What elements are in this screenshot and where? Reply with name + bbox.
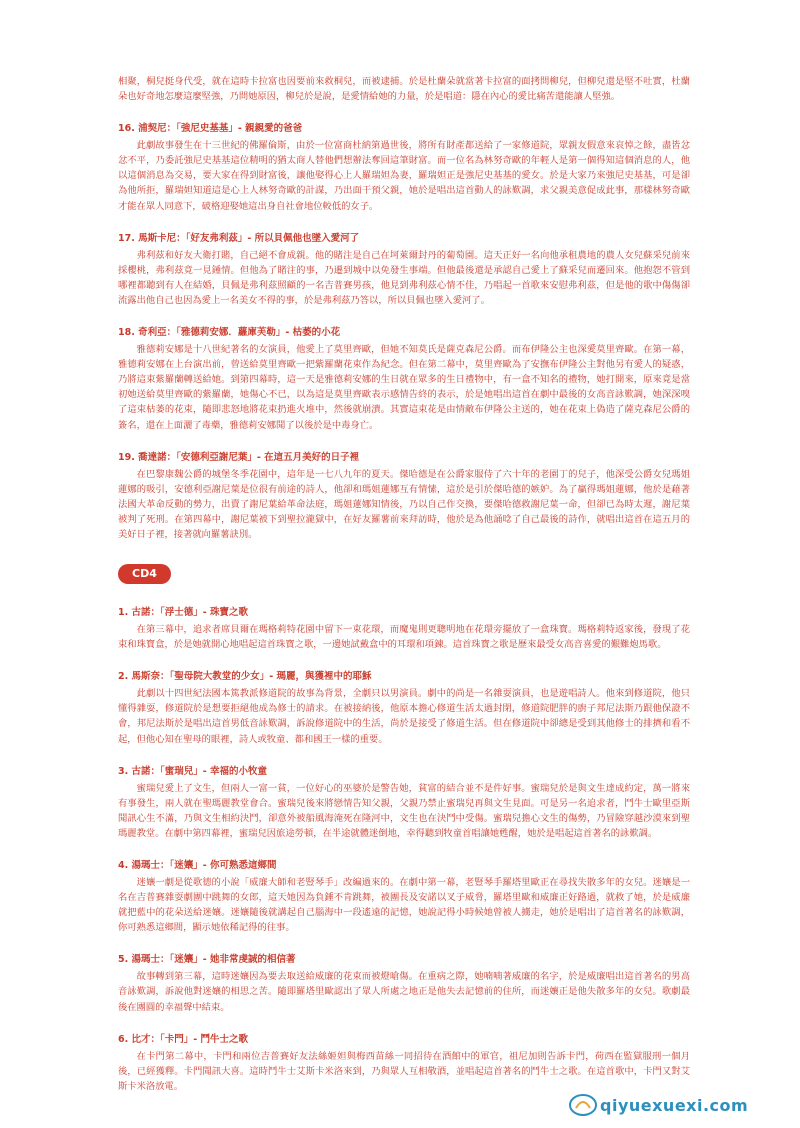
track-title: 16. 浦契尼：「強尼史基基」- 親親愛的爸爸 (118, 123, 303, 135)
list-item (118, 669, 690, 746)
cd4-section (118, 542, 690, 1094)
cd4-badge: CD4 (118, 564, 171, 584)
track-title: 1. 古諾：「浮士德」- 珠寶之歌 (118, 607, 249, 619)
track-description: 在巴黎康魏公爵的城堡冬季花園中，這年是一七八九年的夏天。傑哈德是在公爵家服侍了六十年的老園丁的兒子，他深受公爵女兒瑪姐蓮娜的吸引，安德利亞謝尼葉是位很有前途的詩人，他卻和瑪姐蓮娜互有情愫，這於是引於傑哈德的嫉妒。為了贏得瑪姐蓮娜，他於是藉著法國大革命反動的勢力，出賣了謝尼葉給革命法庭，瑪姐蓮娜知情後，乃以自己作交換，要傑哈德救謝尼葉一命，但卻已為時太遲，謝尼葉被判了死刑。在第四幕中，謝尼葉被下到聖拉瀧獄中，在好友羅薯前來拜訪時，他於是為他誦唸了自己最後的詩作，就唱出這首在這五月的美好日子裡，接著就向羅薯訣別。 (118, 468, 690, 540)
list-item (118, 231, 690, 308)
list-item (118, 325, 690, 433)
list-item (118, 121, 690, 213)
track-title: 19. 喬達諾：「安德利亞謝尼葉」- 在這五月美好的日子裡 (118, 451, 360, 463)
track-title: 2. 馬斯奈：「聖母院大教堂的少女」- 瑪麗，與獲裡中的耶穌 (118, 671, 372, 683)
track-description: 雅德莉安娜是十八世紀著名的女演員，他愛上了莫里齊歐，但她不知莫氏是薩克森尼公爵。而布伊隆公主也深愛莫里齊歐。在第一幕，雅德莉安娜在上台演出前，曾送給莫里齊歐一把紫羅蘭花束作為紀念。但在第二幕中，莫里齊歐為了安撫布伊隆公主對他另有愛人的疑惑，乃將這束紫羅蘭轉送給她。到第四幕時，這一天是雅德莉安娜的生日就在眾多的生日禮物中，有一盒不知名的禮物，她打開來，原來竟是當初她送給莫里齊歐的紫羅蘭，她傷心不已，以為這是莫里齊歐表示感情告終的表示，於是她唱出這首在劇中最後的女高音詠歎調，她深深嗅了這束枯萎的花束，隨即悲怒地將花束扔進火堆中，然後就崩潰。其實這束花是由情敵布伊隆公主送的，她在花束上偽造了薩克森尼公爵的簽名，還在上面灑了毒藥，雅德莉安娜聞了以後於是中毒身亡。 (118, 344, 690, 431)
list-item (118, 952, 690, 1014)
track-description: 此劇以十四世紀法國本篤教派修道院的故事為背景，全劇只以男演員。劇中的尚是一名雜耍演員，也是遊唱詩人。他來到修道院，他只懂得雜耍，修道院於是想要拒絕他成為修士的請求。在被接納後，他原本擔心修道生活太過封閉，修道院肥胖的廚子邦尼法斯乃跟他保證不會，邦尼法斯於是唱出這首男低音詠歎調，訴說修道院中的生活，尚於是接受了修道生活。但在修道院中卻總是受到其他修士的排擠和看不起，但他心知在聖母的眼裡，詩人或牧童、都和國王一樣的重要。 (118, 688, 690, 745)
track-description: 在第三幕中，追求者席貝爾在瑪格莉特花園中留下一束花環，而魔鬼則更聰明地在花環旁擺放了一盒珠寶。瑪格莉特返家後，發現了花束和珠寶盒，於是她就開心地唱起這首珠寶之歌，一邊她試戴盒中的耳環和項鍊。這首珠寶之歌是歷來最受女高音喜愛的艱難炮馬歌。 (118, 624, 690, 651)
list-item (118, 858, 690, 935)
watermark-text: qiyuexuexi.com (600, 1096, 749, 1115)
track-title: 17. 馬斯卡尼：「好友弗利茲」- 所以貝佩他也墜入愛河了 (118, 232, 360, 244)
document-page (118, 74, 690, 1094)
track-description: 弗利茲和好友大衛打賭，自己絕不會成親。他的賭注是自己在坷萊爾封丹的葡萄園。這天正好一名向他承租農地的農人女兒蘇采兒前來採櫻桃，弗利茲竟一見鍾情。但他為了賭注的事，乃遷到城中以免發生事端。但他最後還是承認自己愛上了蘇采兒而遷回來。他抱怨不管到哪裡都聽到有人在結婚，貝佩是弗利茲照顧的一名吉普賽男孩，他見到弗利茲心情不佳，乃唱起一首歌來安慰弗利茲，但是他的歌中傷傷卻流露出他自己也因為愛上一名美女不得的事，於是弗利茲乃答以，所以貝佩也墜入愛河了。 (118, 249, 690, 306)
track-title: 4. 湯瑪士：「迷孃」- 你可熟悉這鄉間 (118, 860, 277, 871)
list-item (118, 605, 690, 652)
cd3-section (118, 121, 690, 542)
list-item (118, 450, 690, 542)
track-title: 18. 奇利亞：「雅德莉安娜．蘿庫芙勒」- 枯萎的小花 (118, 327, 341, 339)
track-title: 3. 古諾：「蜜瑞兒」- 幸福的小牧童 (118, 765, 268, 777)
track-description: 蜜瑞兒愛上了文生，但兩人一富一貧，一位好心的巫婆於是警告她，貧富的結合並不是件好事。蜜瑞兒於是與文生達成約定，萬一將來有事發生，兩人就在聖瑪麗教堂會合。蜜瑞兒後來將戀情告知父親，父親乃禁止蜜瑞兒再與文生見面。可是另一名追求者，鬥牛士歐里亞斯聞訊心生不滿，乃與文生相約決鬥，卻意外被船風海淹死在隆河中，文生也在決鬥中受傷。蜜瑞兒擔心文生的傷勢，乃冒險穿越沙漠來到聖瑪麗教堂。在劇中第四幕裡，蜜瑞兒因旅途勞頓，在半途就體迷倒地，幸得聽到牧童首唱讓她甦醒，她於是唱起這首著名的詠歎調。 (118, 782, 690, 839)
track-description: 在卡門第二幕中，卡門和兩位吉普賽好友法絲姬妲與梅西苗絲一同招待在酒館中的軍官，祖尼加則告訴卡門，荷西在監獄服刑一個月後，已經獲釋。卡門聞訊大喜。這時鬥牛士艾斯卡米洛來到，乃與眾人互相敬酒，並唱起這首著名的鬥牛士之歌。在這首歌中，卡門又對艾斯卡米洛放電。 (118, 1050, 690, 1092)
track-title: 5. 湯瑪士：「迷孃」- 她非常虔誠的相信著 (118, 954, 296, 966)
track-title: 6. 比才：「卡門」- 鬥牛士之歌 (118, 1033, 249, 1045)
list-item (118, 764, 690, 841)
track-description: 迷孃一劇是從歌德的小說「威廉大師和老豎琴手」改編過來的。在劇中第一幕，老豎琴手羅塔里歐正在尋找失散多年的女兒。迷孃是一名在吉普賽雜耍劇團中跳舞的女郎，這天她因為負錘不肯跳舞，被團長及安諾以叉子威脅，羅塔里歐和威廉正好路過，就救了她，於是威廉就把藍中的花朵送給迷孃。迷孃隨後就講起自己腦海中一段遙遠的記憶，她說記得小時候她曾被人擄走，她於是唱出了這首著名的詠歎調，你可熟悉這鄉間，顯示她依稀記得的往事。 (118, 877, 690, 934)
track-description: 此劇故事發生在十三世紀的佛羅倫斯，由於一位富商杜納第過世後，將所有財產都送給了一家修道院，眾親友假意來哀悼之餘，盡皆忿忿不平，乃委託強尼史基基這位精明的猶太商人替他們想辦法奪回這筆財富。而一位名為林努奇歐的年輕人是第一個得知這個消息的人，他以這個消息為交易，要大家在得到財富後，讓他娶得心上人羅瑞妲為妻，羅瑞妲正是強尼史基基的愛女。於是大家乃來強尼史基基，可是卻為他所拒，羅瑞妲知道這是心上人林努奇歐的計謀，乃出面干預父親，她於是唱出這首動人的詠歎調，求父親美意促成此事，那樣林努奇歐才能在眾人同意下，破格迎娶她這出身自社會地位較低的女子。 (118, 140, 690, 212)
list-item (118, 1032, 690, 1094)
intro-paragraph: 相聚，桐兒挺身代受，就在這時卡拉富也因要前來救桐兒，而被逮捕。於是杜蘭朵就當著卡拉富的面拷問柳兒，但柳兒還是堅不吐實，杜蘭朵也好奇地怎麼這麼堅強，乃問她原因，柳兒於是說，是愛情給她的力量，於是唱道：隱在內心的愛比痛苦還能讓人堅強。 (118, 76, 690, 103)
watermark-logo-icon (568, 1092, 598, 1118)
track-description: 故事轉到第三幕，這時迷孃因為要去取送給威廉的花束而被燈嗆傷。在重病之際，她喃喃著威廉的名字，於是威廉唱出這首著名的男高音詠歎調，訴說他對迷孃的相思之苦。隨即羅塔里歐認出了眾人所處之地正是他失去記憶前的住所，而迷孃正是他失散多年的女兒。歌劇最後在團圓的幸福聲中結束。 (118, 971, 690, 1013)
